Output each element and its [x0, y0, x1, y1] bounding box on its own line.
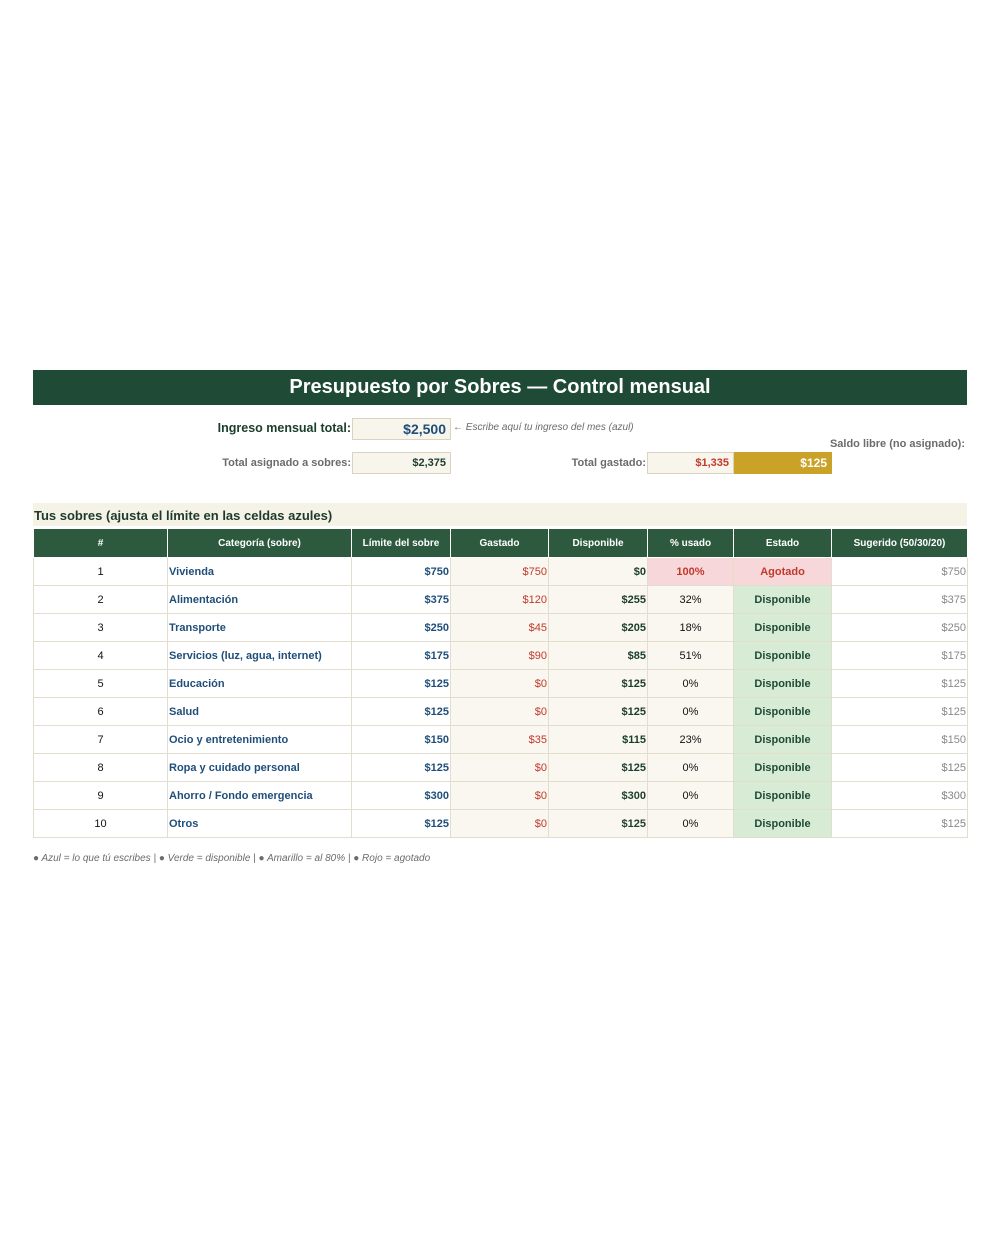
col-header-limit: Límite del sobre	[352, 529, 451, 558]
spent-value: $0	[451, 782, 549, 810]
row-number: 5	[34, 670, 168, 698]
row-number: 10	[34, 810, 168, 838]
category-name: Ahorro / Fondo emergencia	[168, 782, 352, 810]
status-badge: Disponible	[734, 782, 832, 810]
status-badge: Disponible	[734, 726, 832, 754]
available-value: $255	[549, 586, 648, 614]
assigned-total-value: $2,375	[352, 452, 451, 474]
limit-input[interactable]: $175	[352, 642, 451, 670]
percent-used: 18%	[648, 614, 734, 642]
income-hint: ← Escribe aquí tu ingreso del mes (azul)	[453, 422, 634, 433]
income-input[interactable]: $2,500	[352, 418, 451, 440]
spent-total-label: Total gastado:	[571, 457, 646, 469]
suggested-value: $175	[832, 642, 968, 670]
percent-used: 0%	[648, 782, 734, 810]
status-badge: Disponible	[734, 642, 832, 670]
spent-value: $45	[451, 614, 549, 642]
percent-used: 51%	[648, 642, 734, 670]
row-number: 7	[34, 726, 168, 754]
available-value: $125	[549, 754, 648, 782]
spent-value: $0	[451, 670, 549, 698]
status-badge: Disponible	[734, 810, 832, 838]
limit-input[interactable]: $300	[352, 782, 451, 810]
available-value: $125	[549, 698, 648, 726]
category-name: Servicios (luz, agua, internet)	[168, 642, 352, 670]
envelopes-table	[33, 528, 968, 838]
suggested-value: $125	[832, 670, 968, 698]
suggested-value: $375	[832, 586, 968, 614]
status-badge: Disponible	[734, 670, 832, 698]
table-row	[34, 782, 968, 810]
category-name: Otros	[168, 810, 352, 838]
col-header-category: Categoría (sobre)	[168, 529, 352, 558]
table-row	[34, 642, 968, 670]
page-title: Presupuesto por Sobres — Control mensual	[33, 370, 967, 405]
suggested-value: $150	[832, 726, 968, 754]
suggested-value: $125	[832, 698, 968, 726]
spent-value: $120	[451, 586, 549, 614]
percent-used: 100%	[648, 558, 734, 586]
table-row	[34, 670, 968, 698]
spent-value: $0	[451, 810, 549, 838]
free-balance-value: $125	[734, 452, 832, 474]
available-value: $115	[549, 726, 648, 754]
category-name: Vivienda	[168, 558, 352, 586]
col-header-percent-used: % usado	[648, 529, 734, 558]
category-name: Ropa y cuidado personal	[168, 754, 352, 782]
available-value: $125	[549, 670, 648, 698]
row-number: 1	[34, 558, 168, 586]
row-number: 4	[34, 642, 168, 670]
free-balance-label: Saldo libre (no asignado):	[829, 438, 965, 450]
available-value: $85	[549, 642, 648, 670]
table-row	[34, 726, 968, 754]
table-row	[34, 614, 968, 642]
limit-input[interactable]: $250	[352, 614, 451, 642]
table-row	[34, 586, 968, 614]
table-row	[34, 698, 968, 726]
available-value: $125	[549, 810, 648, 838]
limit-input[interactable]: $375	[352, 586, 451, 614]
category-name: Alimentación	[168, 586, 352, 614]
suggested-value: $750	[832, 558, 968, 586]
limit-input[interactable]: $750	[352, 558, 451, 586]
status-badge: Disponible	[734, 586, 832, 614]
row-number: 8	[34, 754, 168, 782]
col-header-spent: Gastado	[451, 529, 549, 558]
limit-input[interactable]: $125	[352, 754, 451, 782]
budget-sheet	[33, 370, 967, 864]
percent-used: 0%	[648, 670, 734, 698]
percent-used: 0%	[648, 810, 734, 838]
percent-used: 23%	[648, 726, 734, 754]
suggested-value: $125	[832, 810, 968, 838]
spent-total-value: $1,335	[647, 452, 734, 474]
status-badge: Disponible	[734, 698, 832, 726]
row-number: 6	[34, 698, 168, 726]
col-header-number: #	[34, 529, 168, 558]
assigned-total-label: Total asignado a sobres:	[222, 457, 351, 469]
status-badge: Disponible	[734, 614, 832, 642]
category-name: Educación	[168, 670, 352, 698]
col-header-suggested: Sugerido (50/30/20)	[832, 529, 968, 558]
spent-value: $0	[451, 698, 549, 726]
col-header-available: Disponible	[549, 529, 648, 558]
limit-input[interactable]: $125	[352, 810, 451, 838]
available-value: $300	[549, 782, 648, 810]
limit-input[interactable]: $150	[352, 726, 451, 754]
suggested-value: $250	[832, 614, 968, 642]
row-number: 9	[34, 782, 168, 810]
status-badge: Disponible	[734, 754, 832, 782]
table-row	[34, 754, 968, 782]
suggested-value: $125	[832, 754, 968, 782]
category-name: Salud	[168, 698, 352, 726]
table-header-row	[34, 529, 968, 558]
percent-used: 0%	[648, 698, 734, 726]
row-number: 3	[34, 614, 168, 642]
category-name: Ocio y entretenimiento	[168, 726, 352, 754]
income-label: Ingreso mensual total:	[217, 421, 351, 435]
suggested-value: $300	[832, 782, 968, 810]
percent-used: 0%	[648, 754, 734, 782]
limit-input[interactable]: $125	[352, 670, 451, 698]
spent-value: $0	[451, 754, 549, 782]
summary-panel	[33, 405, 967, 503]
spent-value: $90	[451, 642, 549, 670]
row-number: 2	[34, 586, 168, 614]
percent-used: 32%	[648, 586, 734, 614]
table-row	[34, 558, 968, 586]
available-value: $0	[549, 558, 648, 586]
category-name: Transporte	[168, 614, 352, 642]
status-badge: Agotado	[734, 558, 832, 586]
available-value: $205	[549, 614, 648, 642]
limit-input[interactable]: $125	[352, 698, 451, 726]
spent-value: $750	[451, 558, 549, 586]
col-header-status: Estado	[734, 529, 832, 558]
color-legend: ● Azul = lo que tú escribes | ● Verde = disponible | ● Amarillo = al 80% | ● Rojo = agotado	[33, 853, 431, 864]
section-title: Tus sobres (ajusta el límite en las celdas azules)	[33, 503, 967, 526]
table-row	[34, 810, 968, 838]
spent-value: $35	[451, 726, 549, 754]
